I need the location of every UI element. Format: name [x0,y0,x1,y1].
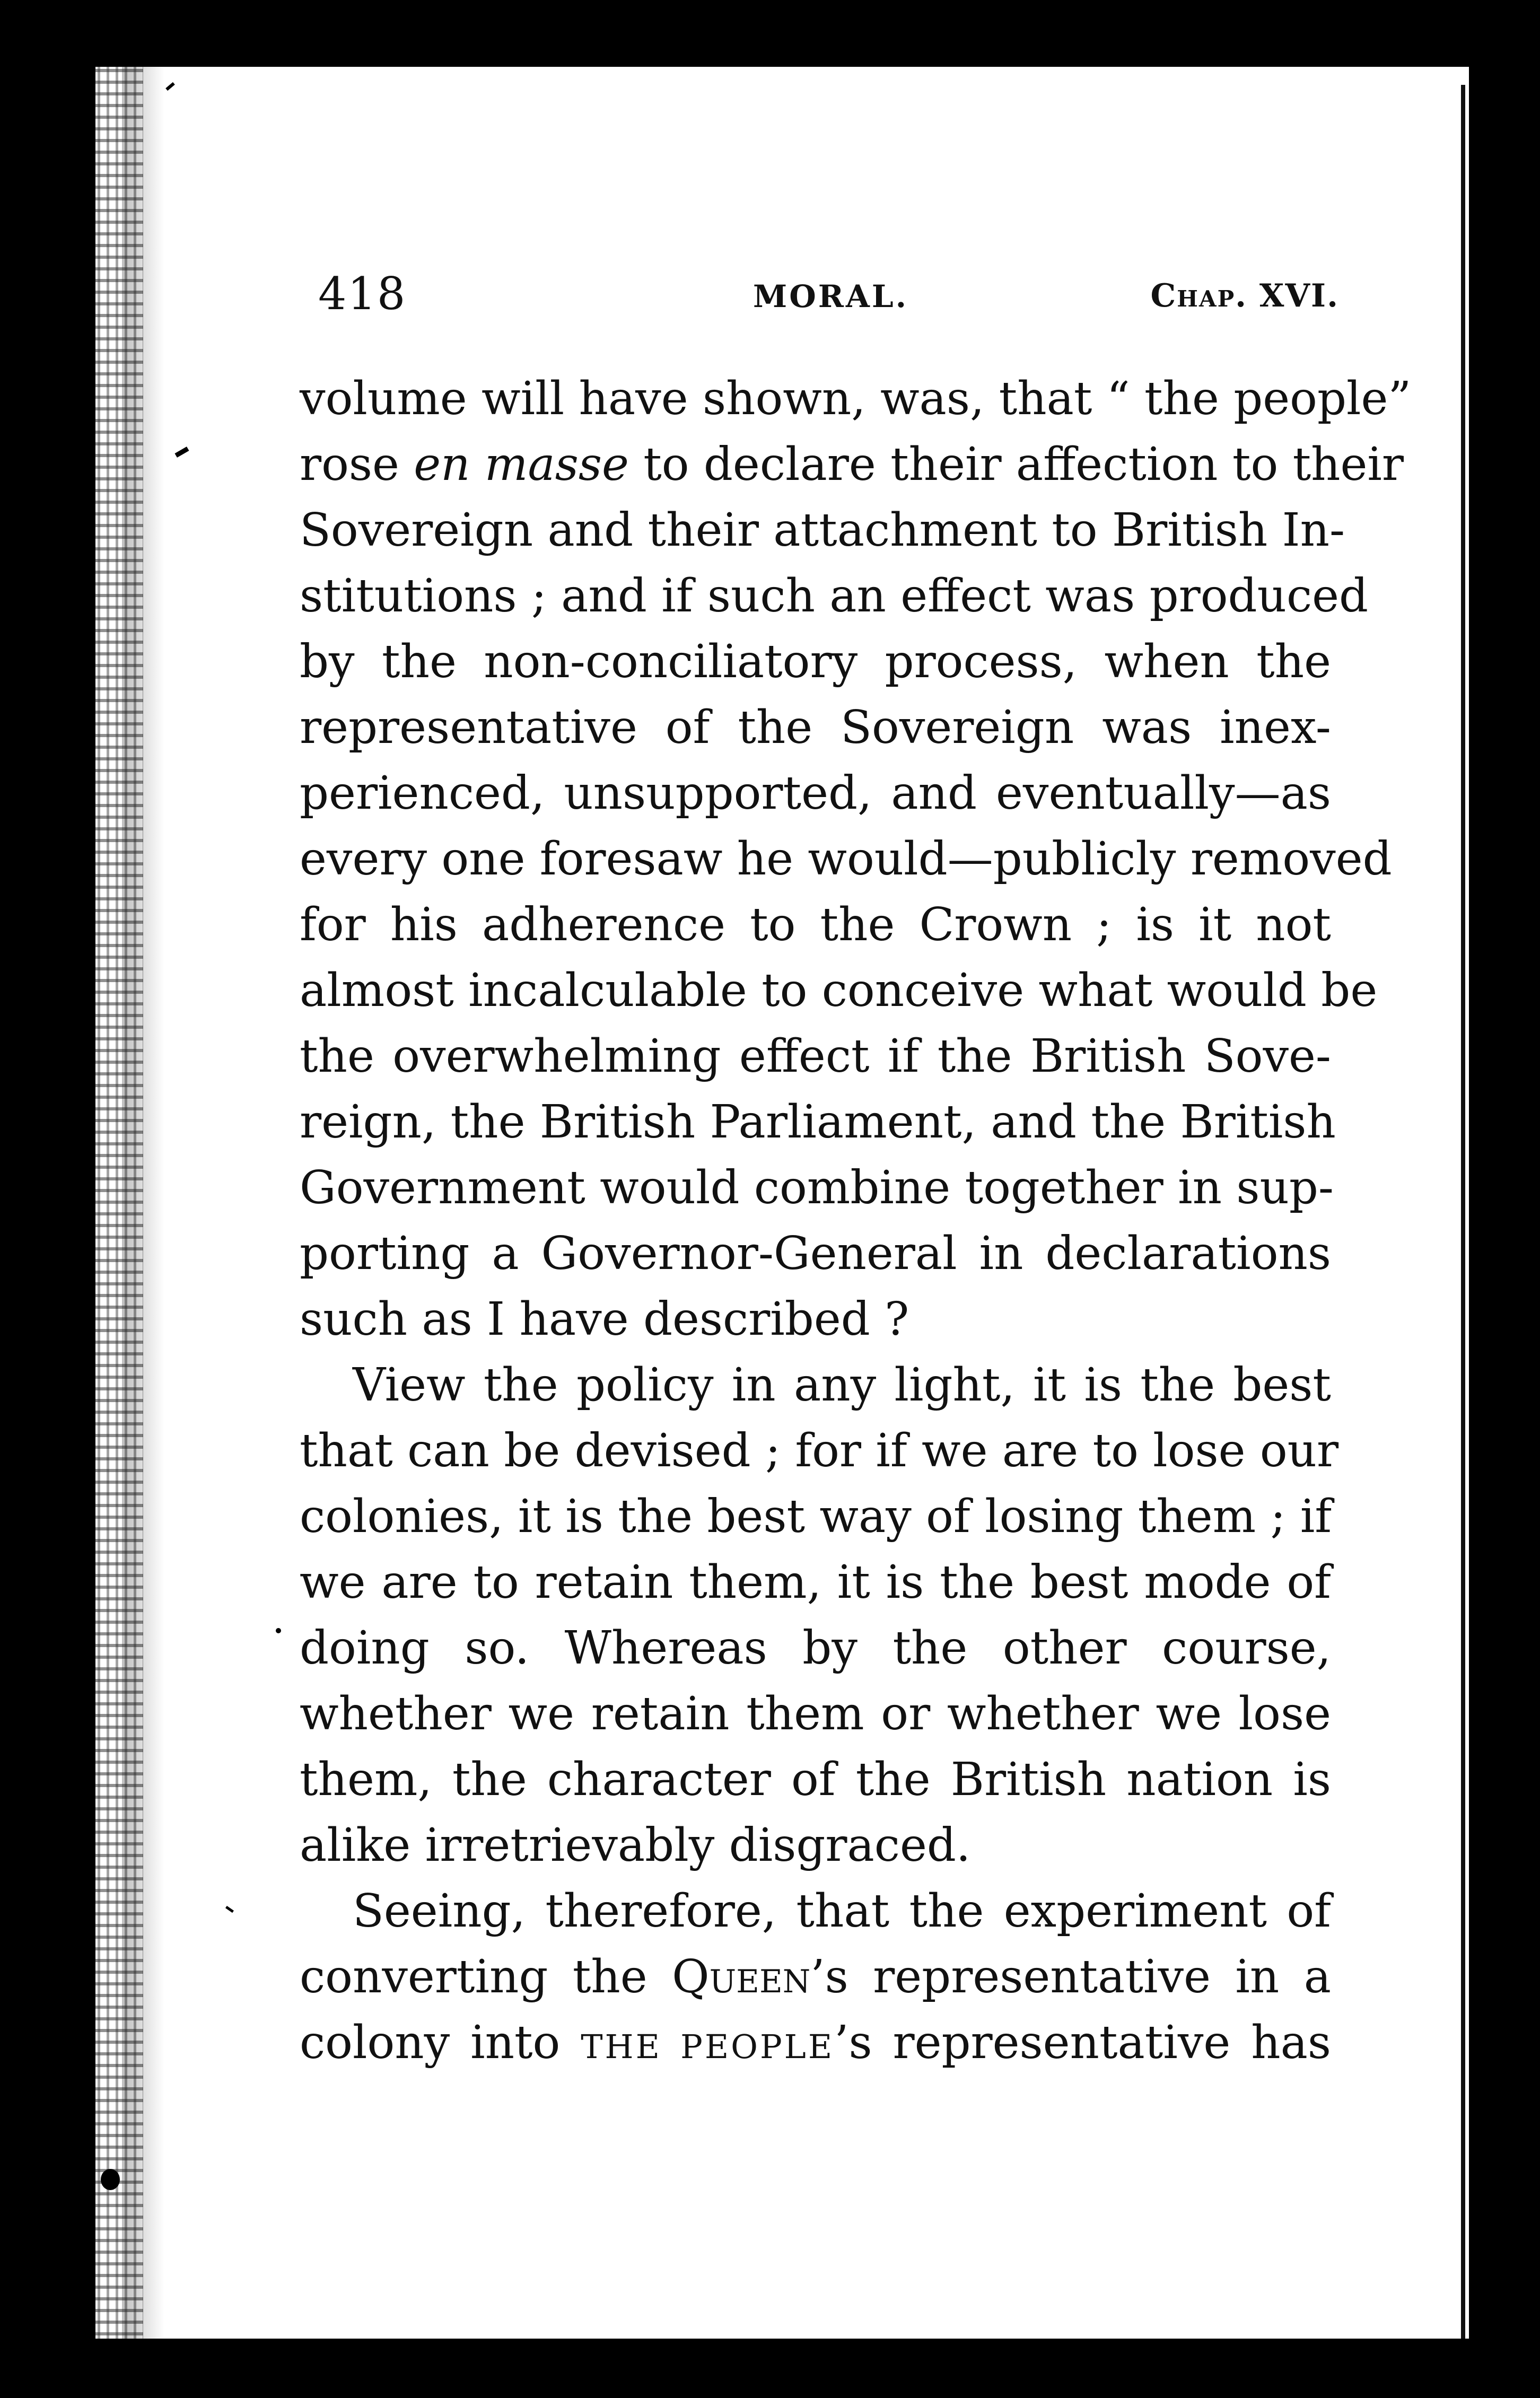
body-text [300,366,1412,2076]
text-line: colony into THE PEOPLE’s representative has [300,2016,1332,2069]
scan-mark [101,2169,120,2190]
chapter-label: Chap. XVI. [1150,277,1339,314]
page-number: 418 [318,268,407,320]
text-line: by the non-conciliatory process, when the [300,635,1331,688]
text-line: we are to retain them, it is the best mode of [300,1556,1331,1609]
page-bottom-edge [95,2339,1485,2345]
page-gutter-fade [122,67,164,2347]
text-line: Seeing, therefore, that the experiment of [353,1885,1331,1938]
paragraph [300,1352,1339,1878]
running-header [318,268,1339,326]
paragraph [300,1878,1331,2076]
text-line: them, the character of the British nation is [300,1753,1331,1806]
text-line: doing so. Whereas by the other course, [300,1622,1331,1675]
page-right-edge-inner [1461,85,1465,2339]
scan-mark [276,1628,281,1633]
text-line: volume will have shown, was, that “ the people” [300,372,1412,425]
text-line: representative of the Sovereign was inex- [300,701,1331,754]
text-line: whether we retain them or whether we lose [300,1687,1331,1740]
text-line: reign, the British Parliament, and the British [300,1096,1336,1149]
text-line: porting a Governor-General in declarations [300,1227,1331,1280]
text-line: rose en masse to declare their affection to their [300,438,1404,491]
text-line: every one foresaw he would—publicly removed [300,833,1392,886]
text-line: perienced, unsupported, and eventually—as [300,767,1331,820]
text-line: the overwhelming effect if the British Sove- [300,1030,1331,1083]
text-line: alike irretrievably disgraced. [300,1819,971,1872]
text-line: such as I have described ? [300,1293,909,1346]
running-title: MORAL. [753,278,908,314]
text-line: almost incalculable to conceive what would be [300,964,1378,1017]
text-line: Sovereign and their attachment to British In- [300,504,1345,557]
text-line: converting the Queen’s representative in a [300,1950,1331,2003]
text-line: that can be devised ; for if we are to lose our [300,1424,1339,1477]
text-line: Government would combine together in sup- [300,1161,1334,1214]
text-line: stitutions ; and if such an effect was produced [300,570,1369,623]
paragraph [300,366,1412,1352]
text-line: for his adherence to the Crown ; is it not [300,898,1331,951]
page-right-edge [1469,74,1483,2344]
text-line: View the policy in any light, it is the best [353,1359,1331,1412]
text-line: colonies, it is the best way of losing them ; if [300,1490,1332,1543]
